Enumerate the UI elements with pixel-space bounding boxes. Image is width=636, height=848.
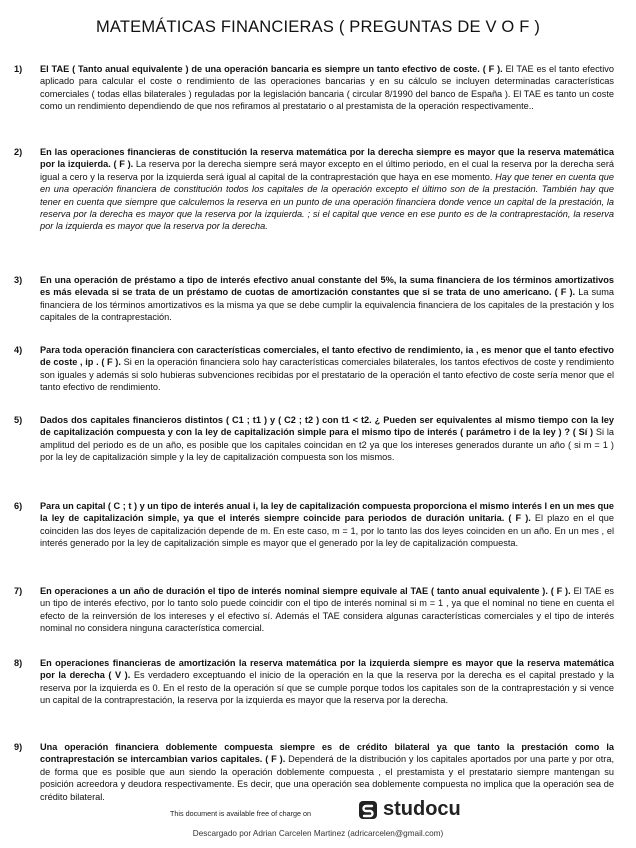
question-8 xyxy=(14,657,614,707)
question-explanation: Es verdadero exceptuando el inicio de la operación en la que la reserva por la derecha es el capital prestado y la reserva por la izquierda es 0. En el resto de la operación sí que se cumple porque todos los capitales son de la contraprestación y si vence un capital de la contraprestación, la reserva por la izquierda es mayor que la reserva por la derecha. xyxy=(40,670,614,706)
question-answer: ( Sí ) xyxy=(572,427,594,438)
question-answer: ( F ). xyxy=(265,754,286,765)
question-explanation: La suma financiera de los términos amortizativos es la misma ya que se debe cumplir la equivalencia financiera de los capitales de la prestación y los capitales de la contraprestación. xyxy=(40,287,614,323)
question-answer: ( F ). xyxy=(113,159,134,170)
studocu-logo-text: studocu xyxy=(383,798,461,820)
question-statement: El TAE ( Tanto anual equivalente ) de una operación bancaria es siempre un tanto efectivo de coste. xyxy=(40,64,480,74)
question-6 xyxy=(14,500,614,550)
question-4 xyxy=(14,344,614,394)
question-statement: Para toda operación financiera con características comerciales, el tanto efectivo de rendimiento, ia , es menor que el tanto efectivo de coste , ip . xyxy=(40,345,614,368)
question-5 xyxy=(14,414,614,464)
question-note: Hay que tener en cuenta que en una operación financiera de constitución todos los capitales de la operación excepto el último son de la prestación. También hay que tener en cuenta que siempre que calculemos la reserva en un punto de una operación financiera donde vence un capital de la prestación, la reserva por la derecha es mayor que la reserva por la izquierda. ; si el capital que vence en ese punto es de la contraprestación, la reserva por la izquierda es mayor que la reserva por la derecha. xyxy=(40,171,614,232)
studocu-logo-icon xyxy=(357,799,379,821)
question-number: 5) xyxy=(14,415,23,425)
question-number: 9) xyxy=(14,742,23,752)
question-number: 2) xyxy=(14,147,23,157)
question-explanation: La reserva por la derecha siempre será mayor excepto en el último periodo, en el cual la reserva por la derecha será igual a cero y la reserva por la izquierda será igual al capital de la contraprestación que haya en ese momento. xyxy=(40,159,615,182)
question-number: 7) xyxy=(14,586,23,596)
question-number: 8) xyxy=(14,658,23,668)
available-free-notice: This document is available free of charge on xyxy=(170,809,312,818)
question-statement: En una operación de préstamo a tipo de interés efectivo anual constante del 5%, la suma financiera de los términos amortizativos es más elevada si se trata de un préstamo de cuotas de amortización constantes que si se trata de uno americano. xyxy=(40,275,614,298)
question-number: 1) xyxy=(14,64,23,74)
question-number: 4) xyxy=(14,345,23,355)
question-statement: Una operación financiera doblemente compuesta siempre es de crédito bilateral ya que tanto la prestación como la contraprestación se intercambian varios capitales. xyxy=(40,742,614,765)
question-statement: Para un capital ( C ; t ) y un tipo de interés anual i, la ley de capitalización compuesta proporciona el mismo interés I en un mes que la ley de capitalización simple, ya que el interés siempre coincide para periodos de duración unitaria. xyxy=(40,501,614,524)
question-7 xyxy=(14,585,614,635)
question-answer: ( F ). xyxy=(101,357,121,368)
question-statement: Dados dos capitales financieros distintos ( C1 ; t1 ) y ( C2 ; t2 ) con t1 < t2. ¿ Pueden ser equivalentes al mismo tiempo con la ley de capitalización compuesta y con la ley de capitalización simple para el mismo tipo de interés ( parámetro i de la ley ) ? xyxy=(40,415,614,438)
question-1 xyxy=(14,63,614,113)
question-explanation: Si en la operación financiera solo hay características comerciales bilaterales, los tantos efectivos de coste y rendimiento son iguales y además si solo hubieras subvenciones recibidas por el prestatario de la operación el tanto efectivo de coste sería menor que el tanto efectivo de rendimiento. xyxy=(40,357,615,393)
question-statement: En las operaciones financieras de constitución la reserva matemática por la derecha siempre es mayor que la reserva matemática por la izquierda. xyxy=(40,147,614,170)
question-explanation: El plazo en el que coinciden las dos leyes de capitalización depende de m. En este caso, m = 1, por lo tanto las dos leyes coinciden en un año. En un mes , el interés generado por la ley de capitalización simple es mayor que el generado por la ley de capitalización compuesta. xyxy=(40,513,615,549)
question-answer: ( V ). xyxy=(108,670,131,681)
question-explanation: El TAE es el tanto efectivo aplicado para calcular el coste o rendimiento de las operaciones bancarias y en su cálculo se incluyen determinadas características comerciales ( todas ellas bilaterales ) reguladas por la legislación bancaria ( circular 8/1990 del banco de España ). El TAE es tanto un coste como un rendimiento dependiendo de que nos refiramos al prestatario o al prestamista de la operación respectivamente.. xyxy=(40,64,614,112)
question-answer: ( F ). xyxy=(554,287,576,298)
question-statement: En operaciones financieras de amortización la reserva matemática por la izquierda siempre es mayor que la reserva matemática por la derecha xyxy=(40,658,614,681)
question-2 xyxy=(14,146,614,233)
question-explanation: Dependerá de la distribución y los capitales aportados por una parte y por otra, de forma que es posible que aun siendo la operación doblemente compuesta , el prestamista y el prestatario siempre mantengan su posición acreedora y deudora respectivamente. Es decir, que una operación sea doblemente compuesta no implica que la operación sea de crédito bilateral. xyxy=(40,754,615,802)
question-explanation: Si la amplitud del periodo es de un año, es posible que los capitales coincidan en t2 ya que los intereses generados durante un año ( si m = 1 ) por la ley de capitalización simple y la ley de capitalización compuesta son los mismos. xyxy=(40,427,615,463)
question-9 xyxy=(14,741,614,803)
download-notice: Descargado por Adrian Carcelen Martinez (adricarcelen@gmail.com) xyxy=(192,829,444,838)
question-number: 3) xyxy=(14,275,23,285)
question-answer: ( F ). xyxy=(482,64,503,74)
question-answer: ( F ). xyxy=(550,586,571,596)
question-answer: ( F ). xyxy=(508,513,531,524)
studocu-logo[interactable] xyxy=(357,798,461,821)
question-3 xyxy=(14,274,614,324)
question-number: 6) xyxy=(14,501,23,511)
question-explanation: El TAE es un tipo de interés efectivo, por lo tanto solo puede coincidir con el tipo de interés nominal si m = 1 , ya que el nominal no tiene en cuenta el efecto de la reinversión de los intereses y el efectivo sí. Además el TAE considera algunas características comerciales y el tipo de interés nominal no considera ninguna característica comercial. xyxy=(40,586,615,634)
page-title: MATEMÁTICAS FINANCIERAS ( PREGUNTAS DE V O F ) xyxy=(95,18,541,36)
question-statement: En operaciones a un año de duración el tipo de interés nominal siempre equivale al TAE ( tanto anual equivalente ). xyxy=(40,586,548,596)
